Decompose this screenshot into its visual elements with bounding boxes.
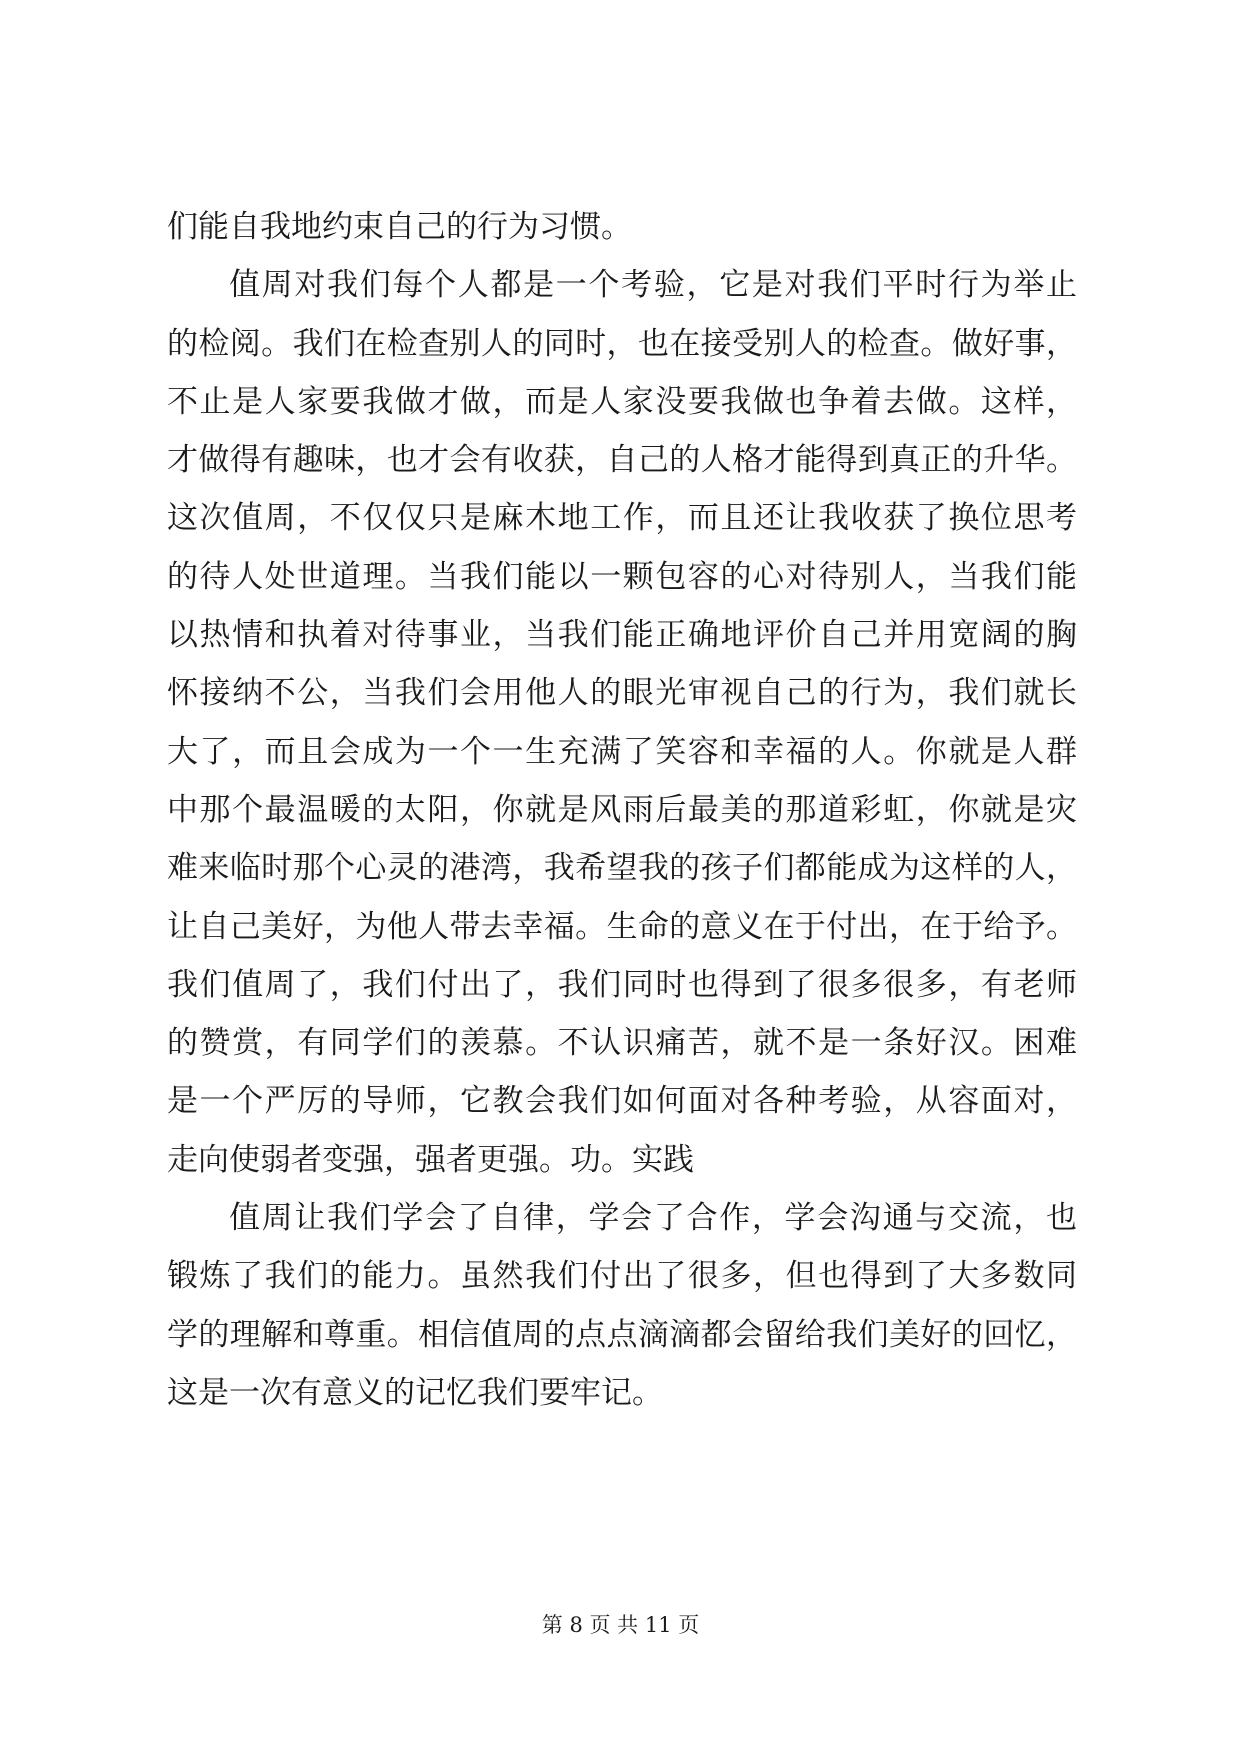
text-line: 我们值周了，我们付出了，我们同时也得到了很多很多，有老师	[167, 966, 1077, 1003]
text-line: 学的理解和尊重。相信值周的点点滴滴都会留给我们美好的回忆，	[167, 1316, 1077, 1353]
text-line: 怀接纳不公，当我们会用他人的眼光审视自己的行为，我们就长	[167, 675, 1077, 712]
text-line: 值周对我们每个人都是一个考验，它是对我们平时行为举止	[229, 267, 1077, 304]
text-line: 走向使弱者变强，强者更强。功。实践	[167, 1141, 694, 1178]
text-line: 的赞赏，有同学们的羡慕。不认识痛苦，就不是一条好汉。困难	[167, 1025, 1077, 1062]
text-line: 这次值周，不仅仅只是麻木地工作，而且还让我收获了换位思考	[167, 500, 1077, 537]
text-line: 大了，而且会成为一个一生充满了笑容和幸福的人。你就是人群	[167, 733, 1077, 770]
text-line: 是一个严厉的导师，它教会我们如何面对各种考验，从容面对，	[167, 1083, 1077, 1120]
text-line: 中那个最温暖的太阳，你就是风雨后最美的那道彩虹，你就是灾	[167, 791, 1077, 828]
text-line: 才做得有趣味，也才会有收获，自己的人格才能得到真正的升华。	[167, 442, 1077, 479]
text-line: 们能自我地约束自己的行为习惯。	[167, 209, 632, 245]
text-line: 锻炼了我们的能力。虽然我们付出了很多，但也得到了大多数同	[167, 1258, 1077, 1295]
page-number-footer: 第 8 页 共 11 页	[541, 1613, 700, 1637]
text-line: 难来临时那个心灵的港湾，我希望我的孩子们都能成为这样的人，	[167, 850, 1077, 887]
text-line: 让自己美好，为他人带去幸福。生命的意义在于付出，在于给予。	[167, 908, 1077, 945]
text-line: 以热情和执着对待事业，当我们能正确地评价自己并用宽阔的胸	[167, 617, 1077, 654]
document-body	[167, 198, 1077, 1422]
text-line: 值周让我们学会了自律，学会了合作，学会沟通与交流，也	[229, 1200, 1077, 1237]
text-line: 不止是人家要我做才做，而是人家没要我做也争着去做。这样，	[167, 383, 1077, 420]
text-line: 的待人处世道理。当我们能以一颗包容的心对待别人，当我们能	[167, 558, 1077, 595]
text-line: 的检阅。我们在检查别人的同时，也在接受别人的检查。做好事，	[167, 325, 1077, 362]
text-line: 这是一次有意义的记忆我们要牢记。	[167, 1374, 663, 1411]
